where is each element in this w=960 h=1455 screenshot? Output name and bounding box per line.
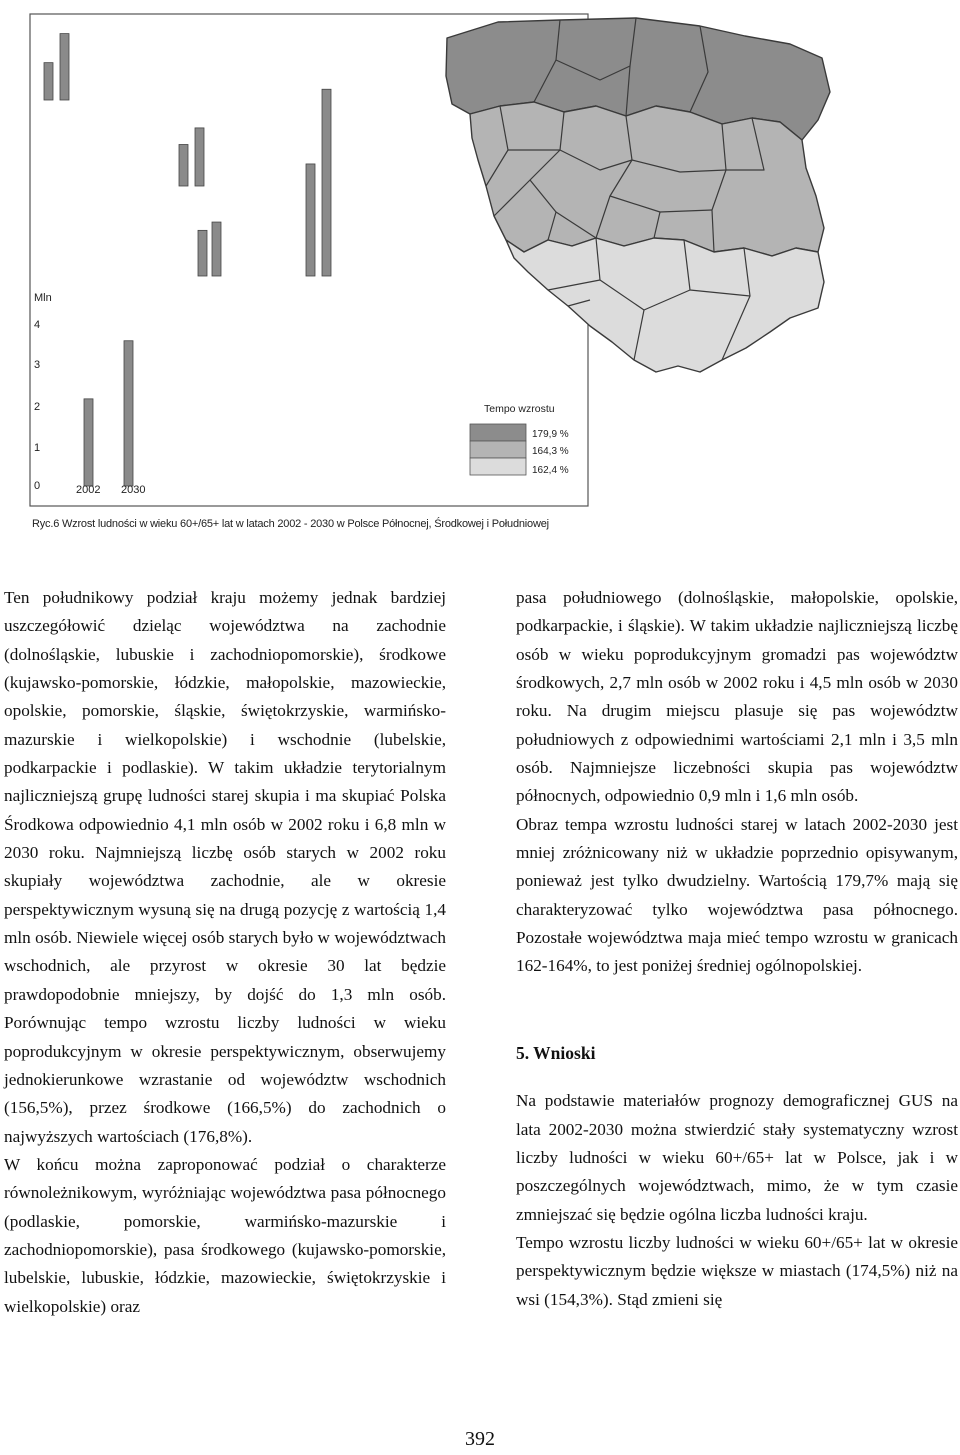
y-tick-0: 0 — [34, 480, 41, 492]
figure-caption: Ryc.6 Wzrost ludności w wieku 60+/65+ lat w latach 2002 - 2030 w Polsce Północnej, Środkowej i Południowej — [32, 518, 549, 530]
bar-north-2002 — [44, 63, 53, 100]
bar-group-north — [44, 34, 69, 100]
bar-groups — [44, 34, 331, 486]
legend-title: Tempo wzrostu — [484, 403, 555, 415]
paragraph: Na podstawie materiałów prognozy demograficznej GUS na lata 2002-2030 można stwierdzić stały systematyczny wzrost liczby ludności w wieku 60+/65+ lat w Polsce, jak i w poszczególnych województwach, mimo, że w tym czasie zmniejszać się będzie ogólna liczba ludności kraju. — [516, 1091, 958, 1224]
bar-east-2030 — [212, 222, 221, 276]
paragraph: Ten południkowy podział kraju możemy jednak bardziej uszczegółowić dzieląc województwa na zachodnie (dolnośląskie, lubuskie i zachodniopomorskie), środkowe (kujawsko-pomorskie, łódzkie, małopolskie, mazowieckie, opolskie, pomorskie, śląskie, świętokrzyskie, warmińsko-mazurskie i wielkopolskie) i wschodnie (lubelskie, podkarpackie i podlaskie). W takim układzie terytorialnym najliczniejszą grupę ludności starej skupia i ma skupiać Polska Środkowa odpowiednio 4,1 mln osób w 2002 roku i 6,8 mln w 2030 roku. Najmniejszą liczbę osób starych w 2002 roku skupiały województwa zachodnie, ale w okresie perspektywicznym wysuną się na drugą pozycję z wartością 1,4 mln osób. Niewiele więcej osób starych było w województwach wschodnich, ale przyrost w okresie 30 lat będzie prawdopodobnie mniejszy, by dojść do 1,3 mln osób. Porównując tempo wzrostu liczby ludności w wieku poprodukcyjnym w okresie perspektywicznym, obserwujemy jednokierunkowe wzrastanie od województw wschodnich (156,5%), przez środkowe (166,5%) do zachodnich o najwyższych wartościach (176,8%). — [4, 588, 446, 1146]
paragraph: W końcu można zaproponować podział o charakterze równoleżnikowym, wyróżniając województwa pasa północnego (podlaskie, pomorskie, warmińsko-mazurskie i zachodniopomorskie), pasa środkowego (kujawsko-pomorskie, lubelskie, lubuskie, łódzkie, mazowieckie, świętokrzyskie i wielkopolskie) oraz — [4, 1154, 446, 1316]
map-region-central — [470, 102, 824, 256]
y-tick-4: 4 — [34, 319, 41, 331]
legend-label-medium: 164,3 % — [532, 446, 569, 457]
figure-svg — [0, 0, 960, 560]
bar-east-2002 — [198, 230, 207, 276]
legend-swatch-dark — [470, 424, 526, 441]
bar-group-central — [306, 89, 331, 276]
legend — [470, 403, 569, 476]
bar-group-east — [198, 222, 221, 276]
bar-west-2002 — [179, 145, 188, 187]
y-tick-3: 3 — [34, 359, 41, 371]
bar-north-2030 — [60, 34, 69, 100]
map-region-south — [506, 238, 824, 372]
y-tick-1: 1 — [34, 442, 41, 454]
legend-swatch-light — [470, 458, 526, 475]
legend-label-light: 162,4 % — [532, 465, 569, 476]
x-tick-2002: 2002 — [76, 484, 101, 496]
right-column — [516, 584, 958, 1314]
y-tick-2: 2 — [34, 401, 41, 413]
legend-label-dark: 179,9 % — [532, 429, 569, 440]
bar-group-west — [179, 128, 204, 186]
bar-group-south — [84, 341, 133, 486]
axis-unit-label: Mln — [34, 292, 52, 304]
section-heading: 5. Wnioski — [516, 1042, 596, 1063]
bar-central-2002 — [306, 164, 315, 276]
bar-south-2002 — [84, 399, 93, 486]
bar-south-2030 — [124, 341, 133, 486]
x-tick-2030: 2030 — [121, 484, 146, 496]
legend-swatch-medium — [470, 441, 526, 458]
bar-central-2030 — [322, 89, 331, 276]
bar-west-2030 — [195, 128, 204, 186]
paragraph: pasa południowego (dolnośląskie, małopolskie, opolskie, podkarpackie, i śląskie). W takim układzie najliczniejszą liczbę osób w wieku poprodukcyjnym gromadzi pas województw środkowych, 2,7 mln osób w 2002 roku i 4,5 mln osób w 2030 roku. Na drugim miejscu plasuje się pas województw południowych z odpowiednimi wartościami 2,1 mln i 3,5 mln osób. Najmniejsze liczebności skupia pas województw północnych, odpowiednio 0,9 mln i 1,6 mln osób. — [516, 588, 958, 806]
paragraph: Obraz tempa wzrostu ludności starej w latach 2002-2030 jest mniej zróżnicowany niż w układzie poprzednio opisywanym, ponieważ jest tylko dwudzielny. Wartością 179,7% mają się charakteryzować tylko województwa pasa północnego. Pozostałe województwa maja mieć tempo wzrostu w granicach 162-164%, to jest poniżej średniej ogólnopolskiej. — [516, 814, 958, 976]
page-number: 392 — [465, 1428, 495, 1450]
paragraph: Tempo wzrostu liczby ludności w wieku 60+/65+ lat w okresie perspektywicznym będzie większe w miastach (174,5%) niż na wsi (154,3%). Stąd zmieni się — [516, 1232, 958, 1309]
figure — [0, 0, 960, 560]
left-column — [4, 584, 446, 1321]
poland-map — [446, 18, 830, 372]
